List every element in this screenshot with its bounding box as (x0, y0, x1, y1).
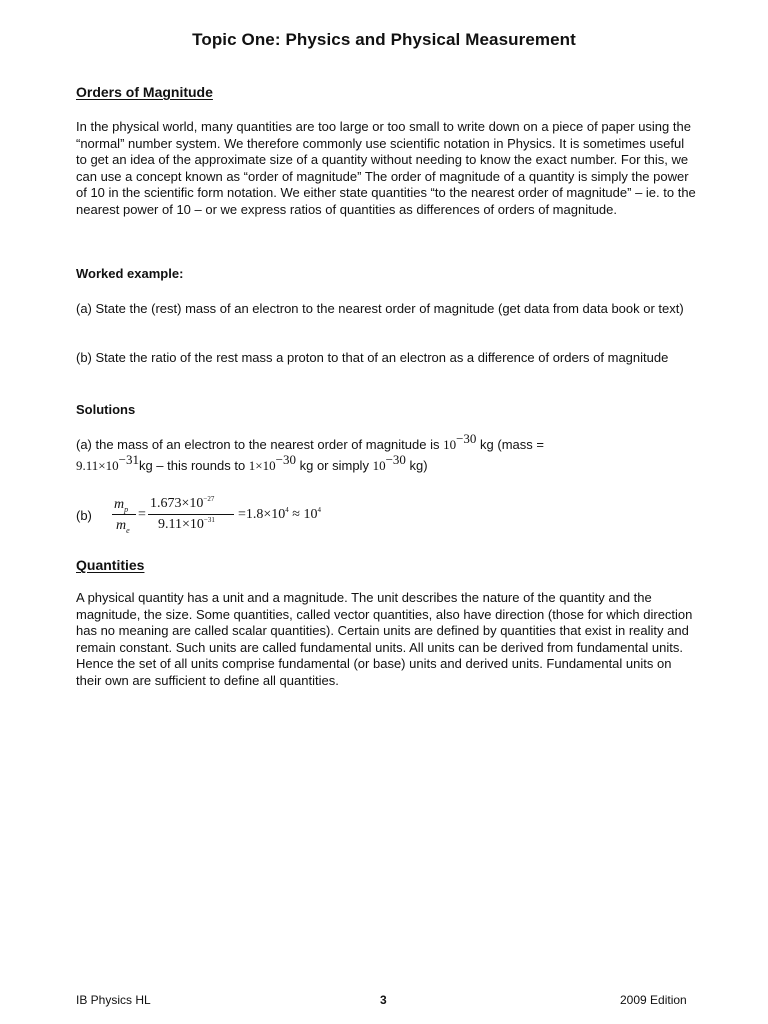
solutions-heading: Solutions (76, 402, 136, 417)
power-base: ≈ 10 (292, 507, 318, 522)
question-a: (a) State the (rest) mass of an electron to the nearest order of magnitude (get data from data book or text) (76, 301, 684, 316)
value-numerator (150, 496, 214, 512)
ratio-numerator (114, 497, 128, 514)
solution-a-text: kg or simply (295, 458, 373, 473)
section-heading-orders: Orders of Magnitude (76, 84, 213, 100)
power-exponent: 4 (317, 506, 321, 514)
footer-page-number: 3 (380, 993, 387, 1007)
power-exponent: −31 (203, 516, 215, 524)
power-exponent: −27 (203, 495, 215, 503)
power-base: 9.11×10 (158, 517, 204, 532)
solution-b-label: (b) (76, 508, 92, 523)
solution-a-line2 (76, 452, 696, 475)
power-base: 9.11×10 (76, 458, 119, 473)
power-base: =1.8×10 (238, 507, 286, 522)
page-title: Topic One: Physics and Physical Measurement (192, 30, 576, 49)
power-base: 10 (443, 437, 457, 452)
solution-a-text: kg) (405, 458, 428, 473)
power-base: 10 (372, 458, 386, 473)
question-b: (b) State the ratio of the rest mass a proton to that of an electron as a difference of orders of magnitude (76, 350, 669, 365)
power-exponent: 4 (285, 506, 289, 514)
footer-course: IB Physics HL (76, 993, 151, 1007)
mass-subscript: p (124, 504, 129, 514)
worked-example-heading: Worked example: (76, 266, 184, 281)
footer-edition: 2009 Edition (620, 993, 687, 1007)
solution-a-text: (a) the mass of an electron to the nearest order of magnitude is (76, 437, 444, 452)
solution-a-text: kg – this rounds to (138, 458, 249, 473)
power-exponent: −30 (275, 452, 296, 467)
mass-symbol: m (116, 518, 127, 533)
orders-paragraph: In the physical world, many quantities are too large or too small to write down on a piece of paper using the “normal” number system. We therefore commonly use scientific notation in Physics. It is sometimes useful to get an idea of the approximate size of a quantity without needing to know the exact number. For this, we can use a concept known as “order of magnitude” The order of magnitude of a quantity is simply the power of 10 in the scientific form notation. We either state quantities “to the nearest order of magnitude” – ie. to the nearest power of 10 – or we express ratios of quantities as differences of orders of magnitude. (76, 119, 696, 217)
power-base: 1.673×10 (150, 496, 204, 511)
power-exponent: −31 (118, 452, 139, 467)
value-denominator (158, 517, 215, 533)
mass-symbol: m (114, 497, 125, 512)
power-exponent: −30 (385, 452, 406, 467)
quantities-paragraph: A physical quantity has a unit and a magnitude. The unit describes the nature of the quantity and the magnitude, the size. Some quantities, called vector quantities, also have direction (those for which direction has no meaning are called scalar quantities). Certain units are defined by quantities that exist in reality and remain constant. Such units are called fundamental units. All units can be derived from fundamental units. Hence the set of all units comprise fundamental (or base) units and derived units. Fundamental units on their own are sufficient to define all quantities. (76, 590, 693, 688)
equals-sign: = (138, 507, 146, 522)
section-heading-quantities: Quantities (76, 557, 145, 573)
power-base: 1×10 (248, 458, 276, 473)
ratio-denominator (116, 518, 130, 535)
power-exponent: −30 (456, 431, 477, 446)
mass-subscript: e (126, 525, 130, 535)
solution-a-text: kg (mass = (476, 437, 544, 452)
ratio-result (238, 507, 321, 523)
